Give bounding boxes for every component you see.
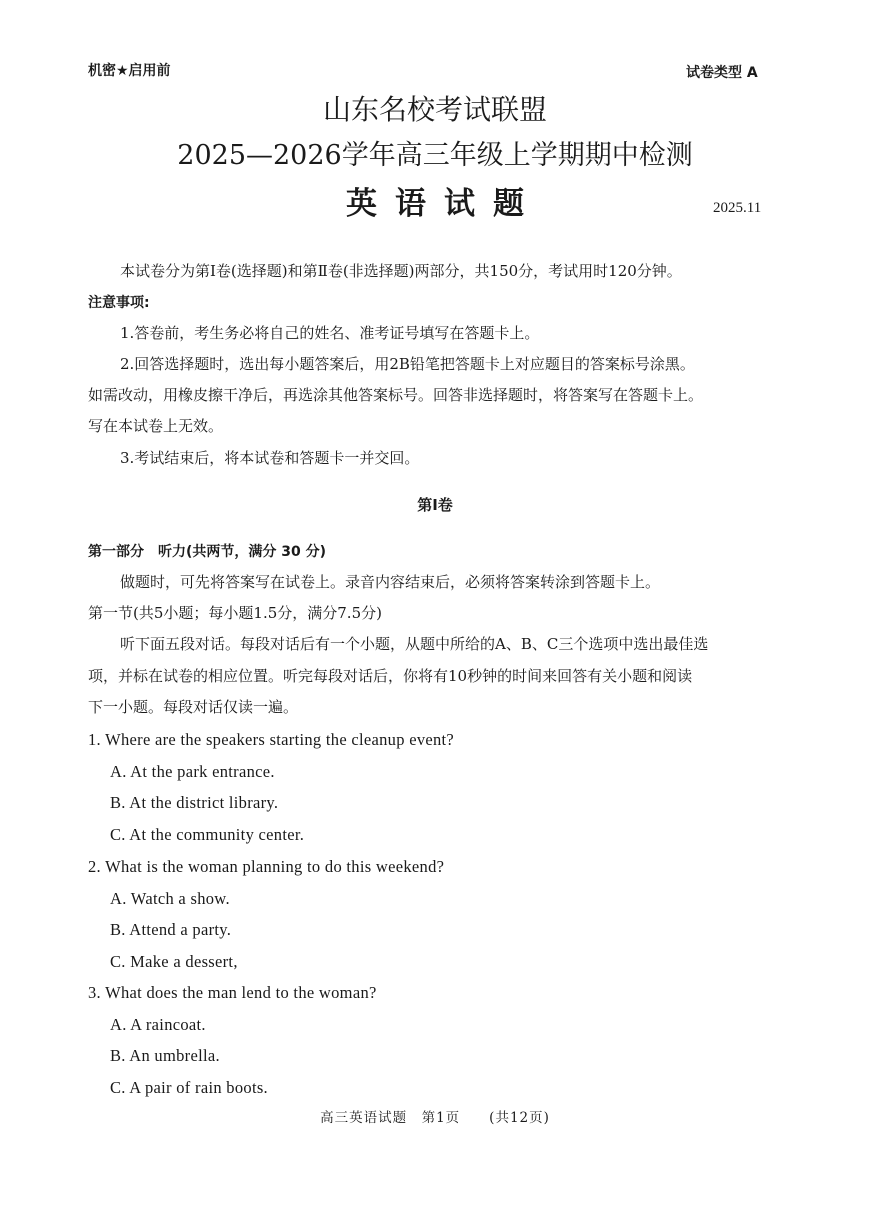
section1-direction-line-1: 听下面五段对话。每段对话后有一个小题，从题中所给的A、B、C三个选项中选出最佳选 [120,635,709,653]
part1-heading: 第一部分 听力(共两节，满分 30 分) [88,544,327,560]
part1-instruction: 做题时，可先将答案写在试卷上。录音内容结束后，必须将答案转涂到答题卡上。 [120,573,661,591]
section1-direction-line-3: 下一小题。每段对话仅读一遍。 [88,698,299,716]
paper-type-label: 试卷类型 A [686,65,758,81]
page-footer: 高三英语试题 第1页 (共12页) [320,1110,550,1126]
question-3-option-c: C. A pair of rain boots. [110,1078,268,1097]
question-2-option-c: C. Make a dessert, [110,952,238,971]
volume-heading: 第Ⅰ卷 [417,496,453,514]
confidential-label: 机密★启用前 [88,63,171,79]
question-3-option-b: B. An umbrella. [110,1046,220,1065]
exam-term-title: 2025—2026学年高三年级上学期期中检测 [177,140,693,171]
note-2-line-2: 如需改动，用橡皮擦干净后，再选涂其他答案标号。回答非选择题时，将答案写在答题卡上。 [88,386,704,404]
section1-heading: 第一节(共5小题；每小题1.5分，满分7.5分) [88,604,382,622]
question-2-stem: 2. What is the woman planning to do this weekend? [88,857,445,876]
question-1-option-c: C. At the community center. [110,825,305,844]
question-1-option-b: B. At the district library. [110,793,279,812]
question-3-stem: 3. What does the man lend to the woman? [88,983,377,1002]
note-2-line-3: 写在本试卷上无效。 [88,417,224,435]
question-1-option-a: A. At the park entrance. [110,762,275,781]
question-3-option-a: A. A raincoat. [110,1015,206,1034]
exam-union-title: 山东名校考试联盟 [322,93,547,126]
exam-description: 本试卷分为第Ⅰ卷(选择题)和第Ⅱ卷(非选择题)两部分，共150分，考试用时120分钟。 [120,262,682,280]
question-2-option-b: B. Attend a party. [110,920,232,939]
question-1-stem: 1. Where are the speakers starting the cleanup event? [88,730,455,749]
exam-date: 2025.11 [713,200,762,216]
note-1: 1.答卷前，考生务必将自己的姓名、准考证号填写在答题卡上。 [120,324,540,342]
subject-title: 英语试题 [346,186,542,222]
question-2-option-a: A. Watch a show. [110,889,230,908]
section1-direction-line-2: 项，并标在试卷的相应位置。听完每段对话后，你将有10秒钟的时间来回答有关小题和阅读 [88,667,693,685]
notes-heading: 注意事项: [88,295,150,311]
note-2-line-1: 2.回答选择题时，选出每小题答案后，用2B铅笔把答题卡上对应题目的答案标号涂黑。 [120,355,695,373]
note-3: 3.考试结束后，将本试卷和答题卡一并交回。 [120,449,420,467]
